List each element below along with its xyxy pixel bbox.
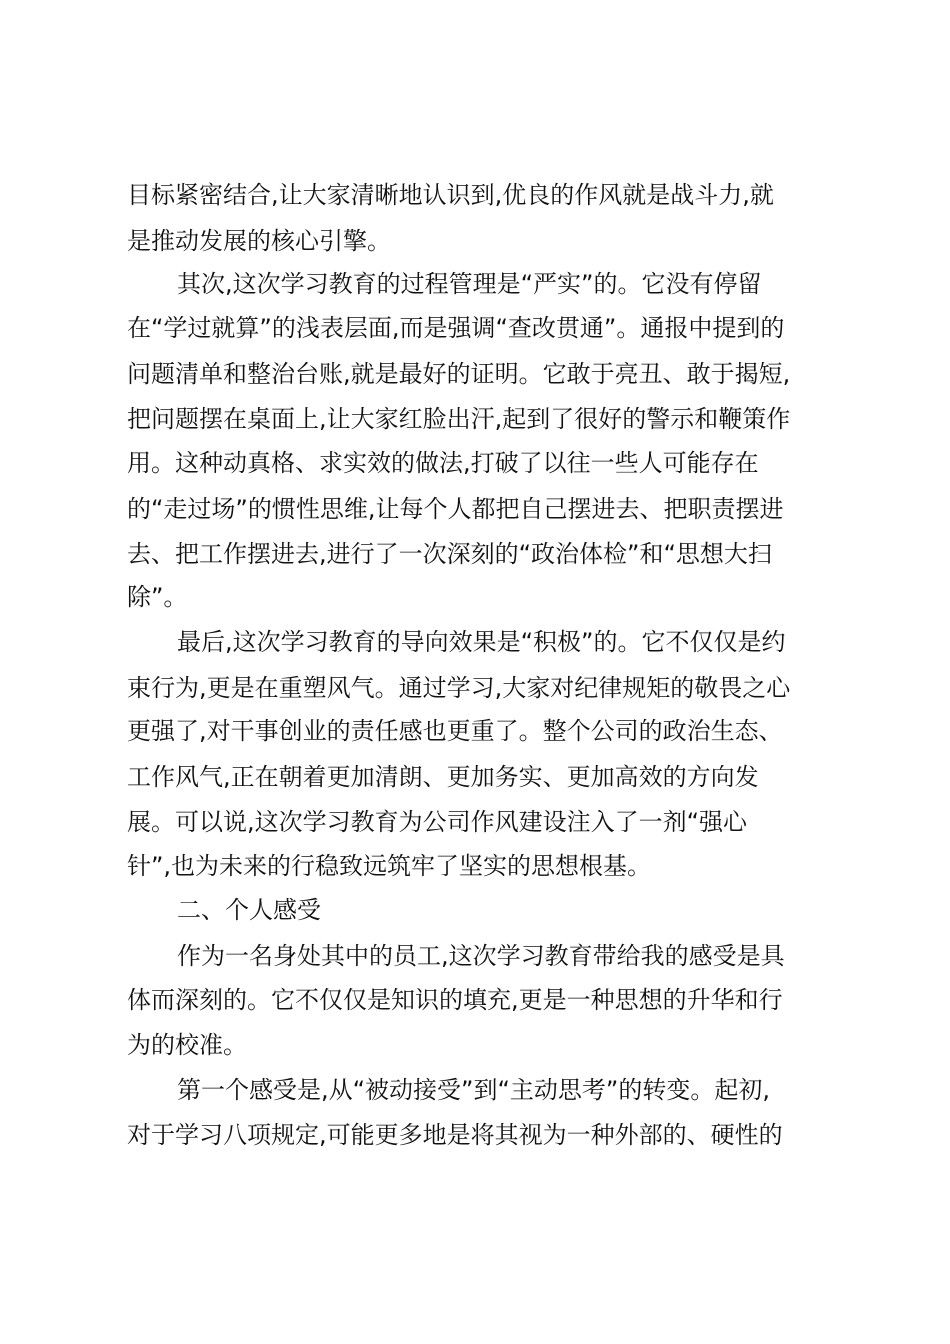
paragraph-start-line: 作为一名身处其中的员工,这次学习教育带给我的感受是具 <box>177 942 785 970</box>
text-line: 对于学习八项规定,可能更多地是将其视为一种外部的、硬性的 <box>127 1121 783 1149</box>
text-line: 是推动发展的核心引擎。 <box>127 227 391 255</box>
paragraph-start-line: 最后,这次学习教育的导向效果是“积极”的。它不仅仅是约 <box>177 628 786 656</box>
text-line: 的“走过场”的惯性思维,让每个人都把自己摆进去、把职责摆进 <box>127 495 784 523</box>
text-line: 用。这种动真格、求实效的做法,打破了以往一些人可能存在 <box>127 449 759 477</box>
text-line: 为的校准。 <box>127 1031 247 1059</box>
text-line: 目标紧密结合,让大家清晰地认识到,优良的作风就是战斗力,就 <box>127 181 774 209</box>
text-line: 工作风气,正在朝着更加清朗、更加务实、更加高效的方向发 <box>127 763 759 791</box>
text-line: 展。可以说,这次学习教育为公司作风建设注入了一剂“强心 <box>127 808 748 836</box>
text-line: 去、把工作摆进去,进行了一次深刻的“政治体检”和“思想大扫 <box>127 540 772 568</box>
text-line: 除”。 <box>127 583 188 611</box>
paragraph-start-line: 其次,这次学习教育的过程管理是“严实”的。它没有停留 <box>177 270 762 298</box>
text-line: 针”,也为未来的行稳致远筑牢了坚实的思想根基。 <box>127 852 652 880</box>
text-line: 体而深刻的。它不仅仅是知识的填充,更是一种思想的升华和行 <box>127 986 783 1014</box>
paragraph-start-line: 第一个感受是,从“被动接受”到“主动思考”的转变。起初, <box>177 1076 770 1104</box>
text-line: 在“学过就算”的浅表层面,而是强调“查改贯通”。通报中提到的 <box>127 314 785 342</box>
text-line: 更强了,对干事创业的责任感也更重了。整个公司的政治生态、 <box>127 717 783 745</box>
section-heading: 二、个人感受 <box>177 896 321 924</box>
text-line: 把问题摆在桌面上,让大家红脸出汗,起到了很好的警示和鞭策作 <box>127 405 791 433</box>
text-line: 束行为,更是在重塑风气。通过学习,大家对纪律规矩的敬畏之心 <box>127 674 791 702</box>
text-line: 问题清单和整治台账,就是最好的证明。它敢于亮丑、敢于揭短, <box>127 360 791 388</box>
